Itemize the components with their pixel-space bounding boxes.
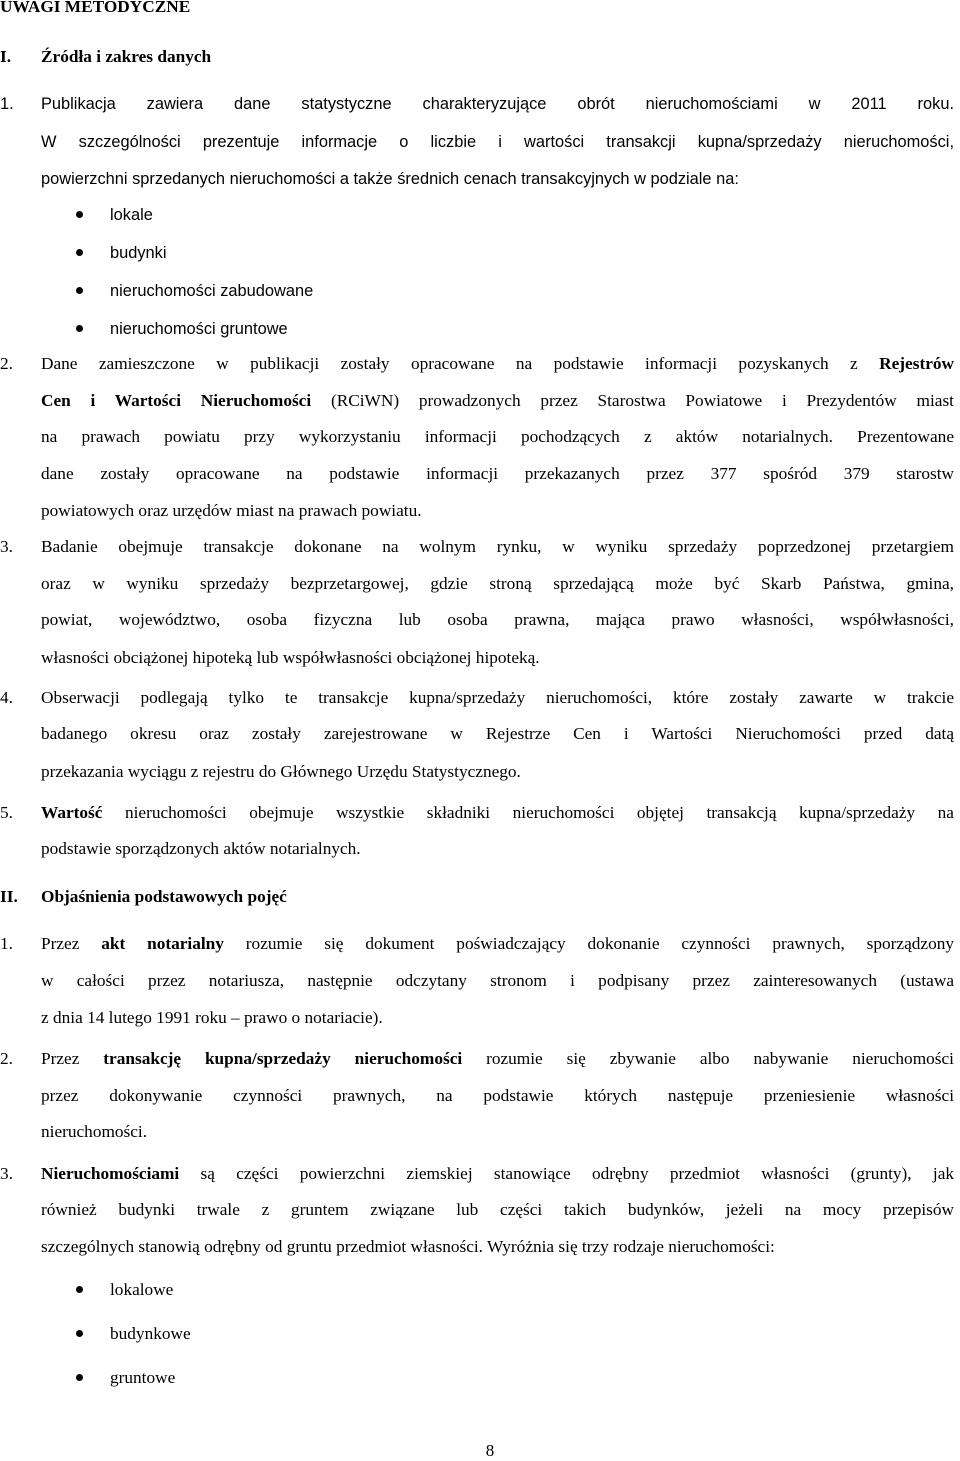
paragraph-line — [41, 390, 954, 412]
item-number: 1. — [0, 934, 13, 953]
text-run: (RCiWN) prowadzonych przez Starostwa Powiatowe i Prezydentów miast — [330, 391, 954, 410]
section-1-title: Źródła i zakres danych — [41, 47, 212, 66]
item-number: 3. — [0, 537, 13, 556]
bold-term: Wartość — [41, 803, 103, 822]
paragraph-line: nieruchomości. — [41, 1122, 148, 1141]
list-item: lokale — [110, 206, 153, 224]
bullet-icon — [76, 325, 83, 332]
bullet-icon — [76, 1374, 83, 1381]
text-run: są części powierzchni ziemskiej stanowiące odrębny przedmiot własności (grunty), jak — [200, 1164, 955, 1183]
item-number: 2. — [0, 354, 13, 373]
item-number: 2. — [0, 1049, 13, 1068]
paragraph-line: własności obciążonej hipoteką lub współwłasności obciążonej hipoteką. — [41, 648, 540, 667]
item-number: 5. — [0, 803, 13, 822]
bold-term: akt notarialny — [101, 934, 224, 953]
paragraph-line: powiat, województwo, osoba fizyczna lub osoba prawna, mająca prawo własności, współwłasności, — [41, 610, 954, 629]
document-heading: UWAGI METODYCZNE — [0, 0, 191, 16]
bold-term: Nieruchomościami — [41, 1164, 180, 1183]
paragraph-line: na prawach powiatu przy wykorzystaniu informacji pochodzących z aktów notarialnych. Prezentowane — [41, 427, 954, 446]
text-run: rozumie się dokument poświadczający dokonanie czynności prawnych, sporządzony — [245, 934, 954, 953]
bold-term: transakcję kupna/sprzedaży nieruchomości — [103, 1049, 463, 1068]
paragraph-line: w całości przez notariusza, następnie odczytany stronom i podpisany przez zainteresowanych (ustawa — [41, 971, 954, 990]
bullet-icon — [76, 1286, 83, 1293]
list-item: nieruchomości zabudowane — [110, 282, 314, 300]
paragraph-line: również budynki trwale z gruntem związane lub części takich budynków, jeżeli na mocy przepisów — [41, 1200, 954, 1219]
paragraph-line: dane zostały opracowane na podstawie informacji przekazanych przez 377 spośród 379 starostw — [41, 464, 954, 483]
paragraph-line: podstawie sporządzonych aktów notarialnych. — [41, 839, 361, 858]
paragraph-line — [41, 1163, 954, 1185]
item-number: 3. — [0, 1164, 13, 1183]
paragraph-line: badanego okresu oraz zostały zarejestrowane w Rejestrze Cen i Wartości Nieruchomości przed datą — [41, 724, 954, 743]
paragraph-line: W szczególności prezentuje informacje o liczbie i wartości transakcji kupna/sprzedaży nieruchomości, — [41, 133, 954, 151]
paragraph-line: Obserwacji podlegają tylko te transakcje kupna/sprzedaży nieruchomości, które zostały zawarte w trakcie — [41, 688, 954, 707]
paragraph-line: przez dokonywanie czynności prawnych, na podstawie których następuje przeniesienie własności — [41, 1086, 954, 1105]
text-run: nieruchomości obejmuje wszystkie składniki nieruchomości objętej transakcją kupna/sprzedaży na — [124, 803, 954, 822]
paragraph-line: Badanie obejmuje transakcje dokonane na wolnym rynku, w wyniku sprzedaży poprzedzonej przetargiem — [41, 537, 954, 556]
paragraph-line — [41, 802, 954, 824]
list-item: lokalowe — [110, 1280, 174, 1299]
bullet-icon — [76, 211, 83, 218]
text-run: Przez — [41, 934, 80, 953]
item-number: 4. — [0, 688, 13, 707]
paragraph-line — [41, 353, 954, 375]
section-1-number: I. — [0, 47, 12, 66]
paragraph-line — [41, 1048, 954, 1070]
paragraph-line: z dnia 14 lutego 1991 roku – prawo o notariacie). — [41, 1008, 383, 1027]
list-item: gruntowe — [110, 1368, 176, 1387]
text-run: rozumie się zbywanie albo nabywanie nieruchomości — [486, 1049, 954, 1068]
bullet-icon — [76, 287, 83, 294]
section-2-number: II. — [0, 887, 18, 906]
paragraph-line: Publikacja zawiera dane statystyczne charakteryzujące obrót nieruchomościami w 2011 roku. — [41, 95, 954, 113]
paragraph-line: powierzchni sprzedanych nieruchomości a także średnich cenach transakcyjnych w podziale na: — [41, 170, 739, 188]
list-item: nieruchomości gruntowe — [110, 320, 288, 338]
paragraph-line: oraz w wyniku sprzedaży bezprzetargowej, gdzie stroną sprzedającą może być Skarb Państwa, gmina, — [41, 574, 954, 593]
page-number: 8 — [485, 1441, 495, 1460]
list-item: budynki — [110, 244, 167, 262]
item-number: 1. — [0, 95, 14, 113]
text-run: Przez — [41, 1049, 80, 1068]
text-run: Dane zamieszczone w publikacji zostały opracowane na podstawie informacji pozyskanych z — [41, 354, 858, 373]
bullet-icon — [76, 1330, 83, 1337]
section-2-title: Objaśnienia podstawowych pojęć — [41, 887, 287, 906]
paragraph-line — [41, 933, 954, 955]
bullet-icon — [76, 249, 83, 256]
paragraph-line: powiatowych oraz urzędów miast na prawach powiatu. — [41, 501, 422, 520]
list-item: budynkowe — [110, 1324, 191, 1343]
paragraph-line: szczególnych stanowią odrębny od gruntu przedmiot własności. Wyróżnia się trzy rodzaje nieruchomości: — [41, 1237, 775, 1256]
bold-term: Rejestrów — [879, 354, 954, 373]
bold-term: Cen i Wartości Nieruchomości — [41, 391, 312, 410]
paragraph-line: przekazania wyciągu z rejestru do Głównego Urzędu Statystycznego. — [41, 762, 521, 781]
